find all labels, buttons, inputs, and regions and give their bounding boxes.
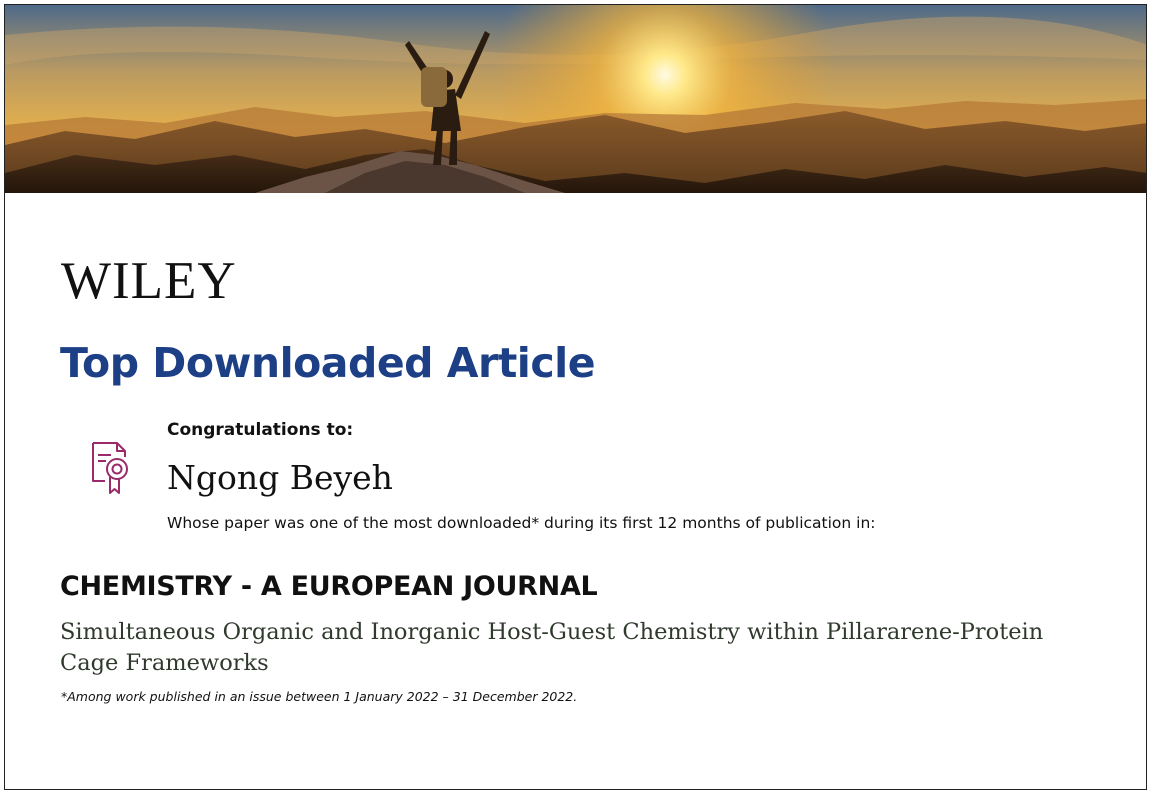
certificate-title: Top Downloaded Article [60,339,596,387]
congratulations-label: Congratulations to: [167,420,354,440]
description-text: Whose paper was one of the most downloaded* during its first 12 months of publication in: [167,514,876,532]
certificate-ribbon-icon [89,441,133,495]
banner-image [5,5,1147,193]
article-title: Simultaneous Organic and Inorganic Host-Guest Chemistry within Pillararene-Protein Cage Frameworks [60,619,1044,676]
wiley-logo: WILEY [61,252,237,310]
journal-name: CHEMISTRY - A EUROPEAN JOURNAL [60,571,598,602]
certificate-page [4,4,1147,790]
recipient-name: Ngong Beyeh [167,458,393,497]
footnote: *Among work published in an issue between 1 January 2022 – 31 December 2022. [61,689,578,704]
